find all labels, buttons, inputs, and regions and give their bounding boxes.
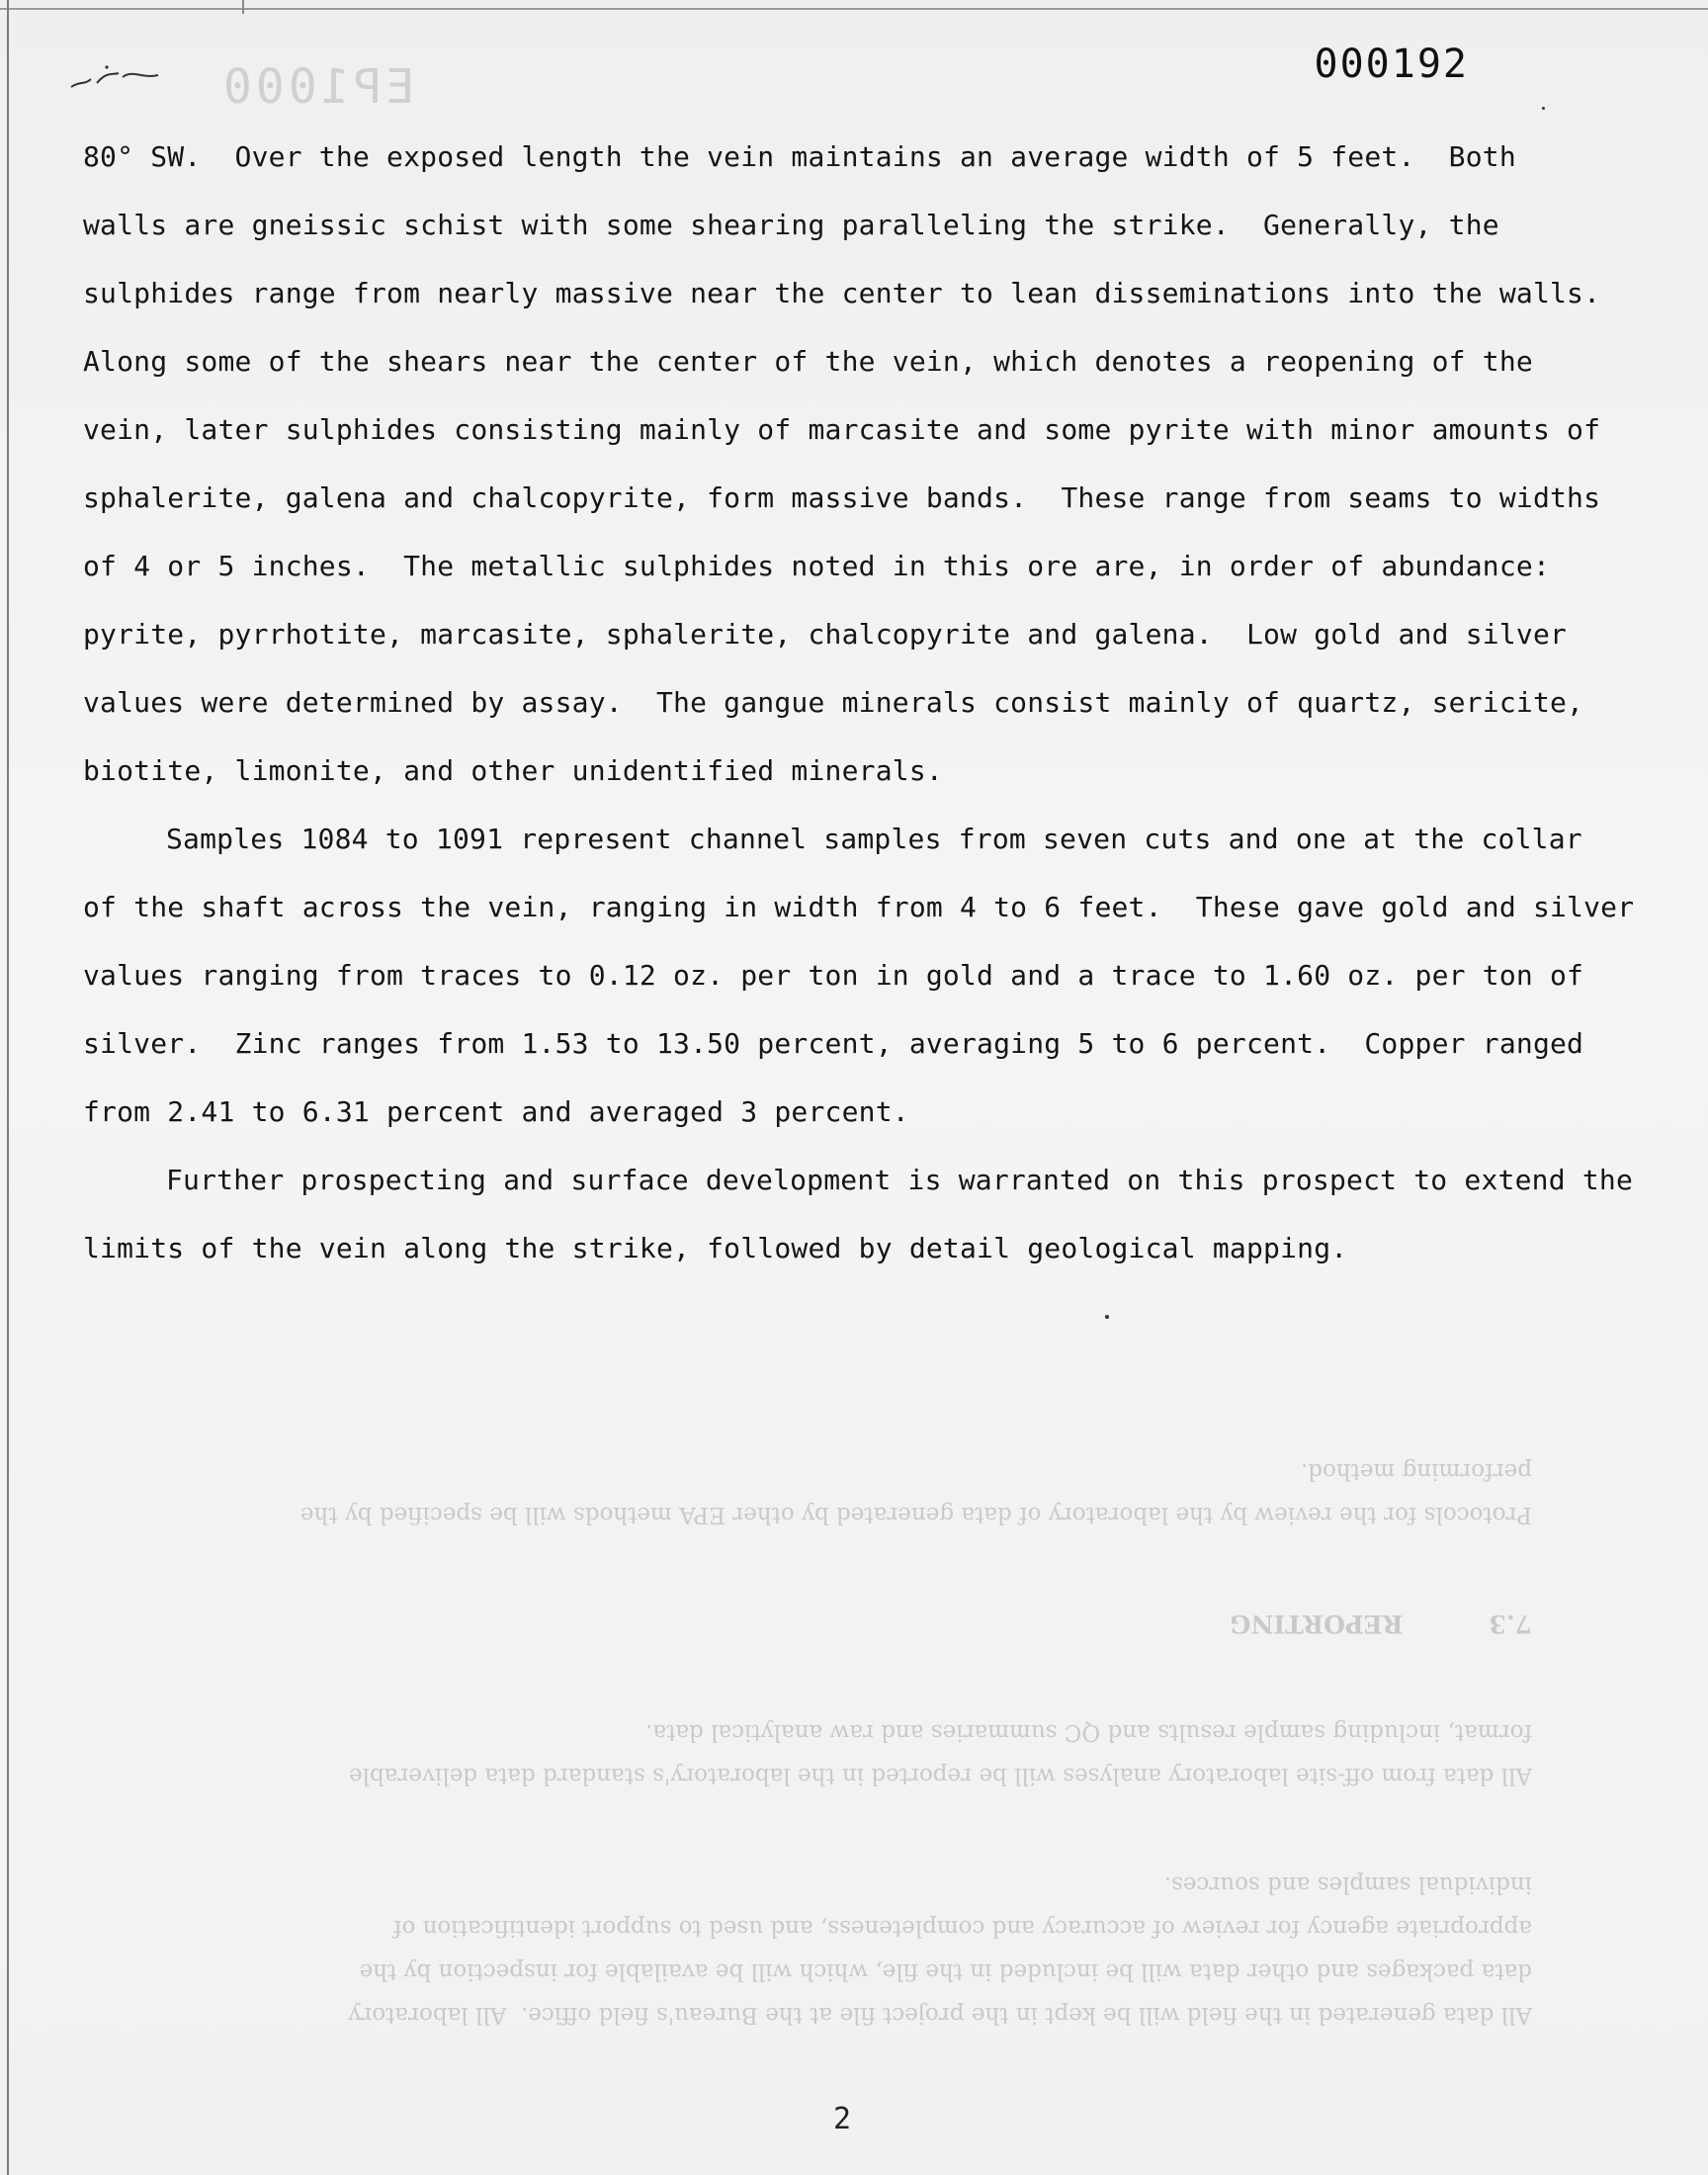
- bleed-through-text: [188, 1404, 1532, 2037]
- speck: [1542, 107, 1545, 110]
- text-line: vein, later sulphides consisting mainly of marcasite and some pyrite with minor amounts of: [83, 413, 1601, 446]
- text-line: from 2.41 to 6.31 percent and averaged 3 percent.: [83, 1095, 909, 1128]
- page-number: 2: [833, 2102, 852, 2136]
- text-line: walls are gneissic schist with some shearing paralleling the strike. Generally, the: [83, 209, 1499, 241]
- text-line: sphalerite, galena and chalcopyrite, form massive bands. These range from seams to widths: [83, 481, 1601, 514]
- left-edge-rule: [0, 0, 9, 2175]
- text-line: biotite, limonite, and other unidentified minerals.: [83, 754, 943, 787]
- bleed-line: appropriate agency for review of accuracy and completeness, and used to support identification of: [392, 1915, 1532, 1941]
- text-line: Samples 1084 to 1091 represent channel samples from seven cuts and one at the collar: [166, 823, 1582, 855]
- bleed-line: All data generated in the field will be kept in the project file at the Bureau's field office. All laboratory: [348, 2002, 1532, 2028]
- top-tick-mark: [242, 0, 244, 14]
- paragraph-2: [83, 805, 1665, 1146]
- speck: [1105, 1315, 1109, 1319]
- text-line: silver. Zinc ranges from 1.53 to 13.50 percent, averaging 5 to 6 percent. Copper ranged: [83, 1027, 1584, 1060]
- bleed-line: format, including sample results and QC summaries and raw analytical data.: [645, 1719, 1532, 1745]
- text-line: values ranging from traces to 0.12 oz. per ton in gold and a trace to 1.60 oz. per ton of: [83, 959, 1584, 992]
- ghost-document-number: EP1000: [219, 59, 415, 115]
- top-edge-rule: [0, 0, 1708, 10]
- bleed-line: performing method.: [1300, 1458, 1532, 1484]
- bleed-line: individual samples and sources.: [1163, 1871, 1532, 1897]
- bleed-heading: [188, 1602, 1532, 1645]
- paragraph-1: [83, 123, 1665, 805]
- text-line: of 4 or 5 inches. The metallic sulphides noted in this ore are, in order of abundance:: [83, 550, 1550, 582]
- text-line: 80° SW. Over the exposed length the vein maintains an average width of 5 feet. Both: [83, 140, 1516, 173]
- document-number: 000192: [1314, 42, 1469, 87]
- text-line: limits of the vein along the strike, followed by detail geological mapping.: [83, 1232, 1348, 1264]
- paragraph-3: [83, 1146, 1665, 1282]
- body-text: [83, 123, 1665, 1282]
- bleed-heading-number: 7.3: [1489, 1610, 1532, 1638]
- bleed-heading-text: REPORTING: [1230, 1610, 1404, 1638]
- text-line: pyrite, pyrrhotite, marcasite, sphalerite, chalcopyrite and galena. Low gold and silver: [83, 618, 1568, 651]
- text-line: of the shaft across the vein, ranging in width from 4 to 6 feet. These gave gold and silver: [83, 891, 1635, 923]
- text-line: Along some of the shears near the center of the vein, which denotes a reopening of the: [83, 345, 1533, 378]
- text-line: values were determined by assay. The gangue minerals consist mainly of quartz, sericite,: [83, 686, 1584, 719]
- text-line: Further prospecting and surface development is warranted on this prospect to extend the: [166, 1164, 1633, 1196]
- bleed-line: data packages and other data will be included in the file, which will be available for inspection by the: [359, 1958, 1532, 1984]
- text-line: sulphides range from nearly massive near the center to lean disseminations into the walls.: [83, 277, 1601, 309]
- handwritten-mark: [67, 57, 176, 97]
- bleed-line: Protocols for the review by the laboratory of data generated by other EPA methods will be specified by the: [299, 1502, 1532, 1527]
- bleed-line: All data from off-site laboratory analyses will be reported in the laboratory's standard data deliverable: [349, 1763, 1532, 1788]
